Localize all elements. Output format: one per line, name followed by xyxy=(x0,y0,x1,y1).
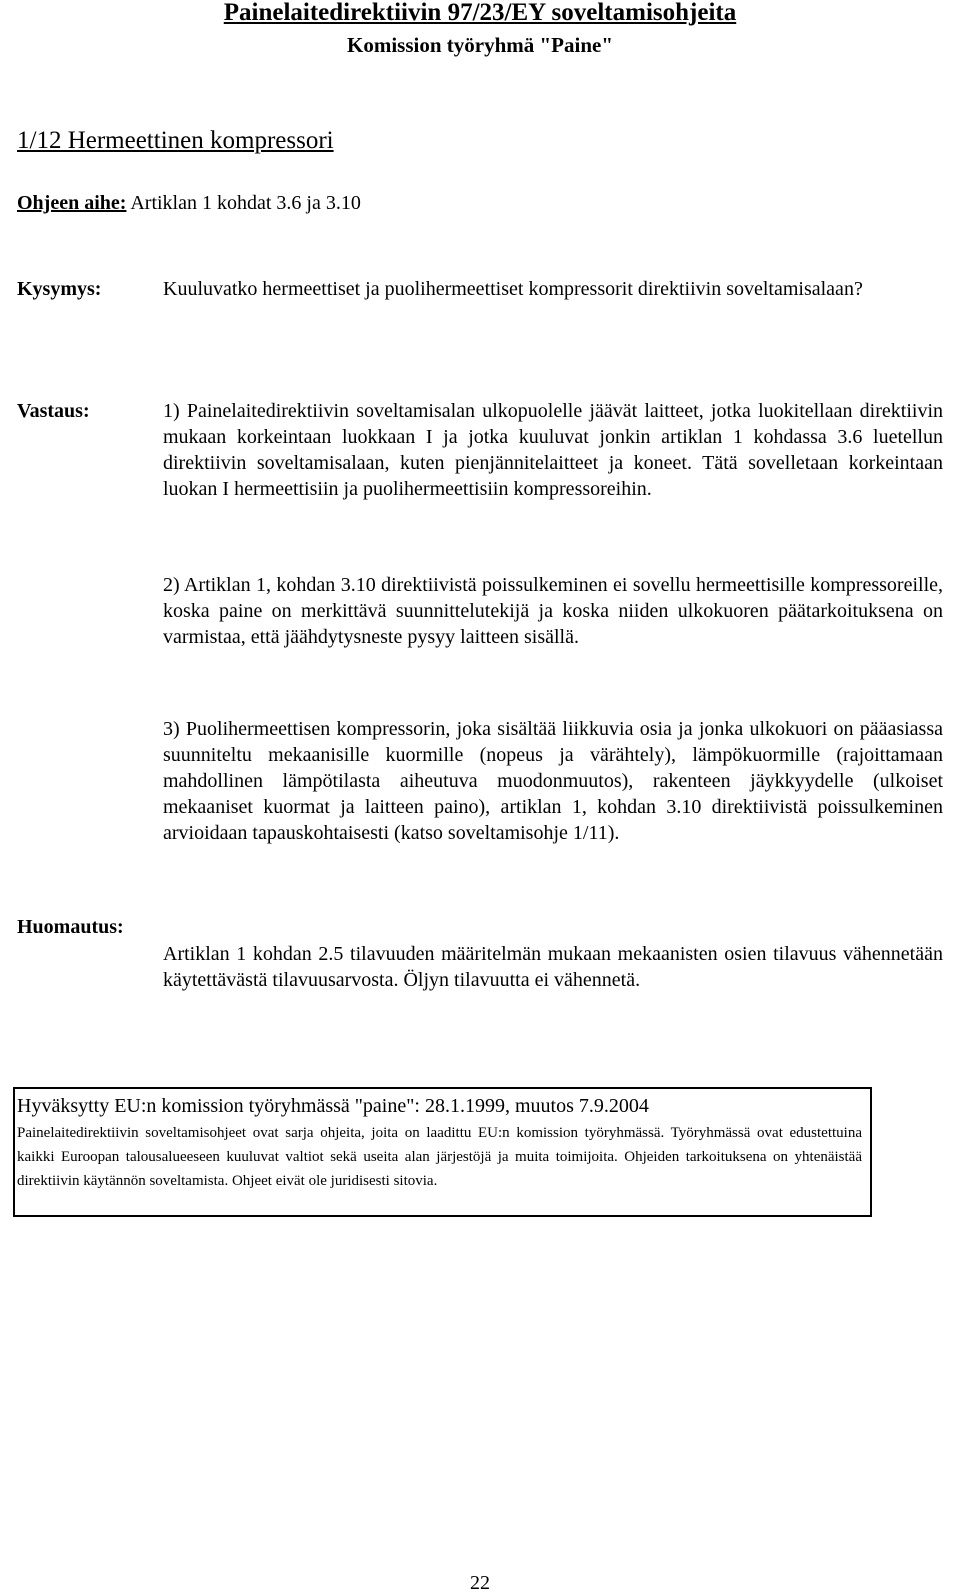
note-label: Huomautus: xyxy=(17,916,124,938)
answer-paragraph-2: 2) Artiklan 1, kohdan 3.10 direktiivistä poissulkeminen ei sovellu hermeettisille kompressoreille, koska paine on merkittävä suunnittelutekijä ja koska niiden ulkokuoren päätarkoituksena on varmistaa, että jäähdytysneste pysyy laitteen sisällä. xyxy=(163,574,943,648)
guideline-topic xyxy=(17,190,361,216)
question-text: Kuuluvatko hermeettiset ja puolihermeettiset kompressorit direktiivin soveltamisalaan? xyxy=(163,278,863,300)
answer-label: Vastaus: xyxy=(17,400,90,422)
note-text: Artiklan 1 kohdan 2.5 tilavuuden määritelmän mukaan mekaanisten osien tilavuus vähennetään käytettävästä tilavuusarvosta. Öljyn tilavuutta ei vähennetä. xyxy=(163,943,943,991)
document-title: Painelaitedirektiivin 97/23/EY soveltamisohjeita xyxy=(223,0,737,26)
approval-line: Hyväksytty EU:n komission työryhmässä "paine": 28.1.1999, muutos 7.9.2004 xyxy=(17,1095,649,1117)
guideline-description: Painelaitedirektiivin soveltamisohjeet ovat sarja ohjeita, joita on laadittu EU:n komission työryhmässä. Työryhmässä ovat edustettuina kaikki Euroopan talousalueeseen kuuluvat valtiot sekä useita alan järjestöjä ja muita toimijoita. Ohjeiden tarkoituksena on yhtenäistää direktiivin käytännön soveltamista. Ohjeet eivät ole juridisesti sitovia. xyxy=(17,1125,862,1189)
question-label: Kysymys: xyxy=(17,278,102,300)
working-group-subtitle: Komission työryhmä "Paine" xyxy=(347,33,613,57)
page-number: 22 xyxy=(470,1572,490,1594)
answer-paragraph-1: 1) Painelaitedirektiivin soveltamisalan ulkopuolelle jäävät laitteet, jotka luokitellaan direktiivin mukaan korkeintaan luokkaan I ja jotka kuuluvat jonkin artiklan 1 kohdassa 3.6 luetellun direktiivin soveltamisalaan, kuten pienjännitelaitteet ja koneet. Tätä sovelletaan korkeintaan luokan I hermeettisiin ja puolihermeettisiin kompressoreihin. xyxy=(163,400,943,500)
approval-footer-box xyxy=(13,1087,872,1217)
guideline-number: 1/12 Hermeettinen kompressori xyxy=(17,127,334,154)
topic-label: Ohjeen aihe: xyxy=(17,192,127,214)
topic-value: Artiklan 1 kohdat 3.6 ja 3.10 xyxy=(130,192,361,214)
answer-paragraph-3: 3) Puolihermeettisen kompressorin, joka sisältää liikkuvia osia ja jonka ulkokuori on pääasiassa suunniteltu mekaanisille kuormille (nopeus ja värähtely), lämpökuormille (rajoittamaan mahdollinen lämpötilasta aiheutuva muodonmuutos), rakenteen jäykkyydelle (ulkoiset mekaaniset kuormat ja laitteen paino), artiklan 1, kohdan 3.10 direktiivistä poissulkeminen arvioidaan tapauskohtaisesti (katso soveltamisohje 1/11). xyxy=(163,718,943,844)
